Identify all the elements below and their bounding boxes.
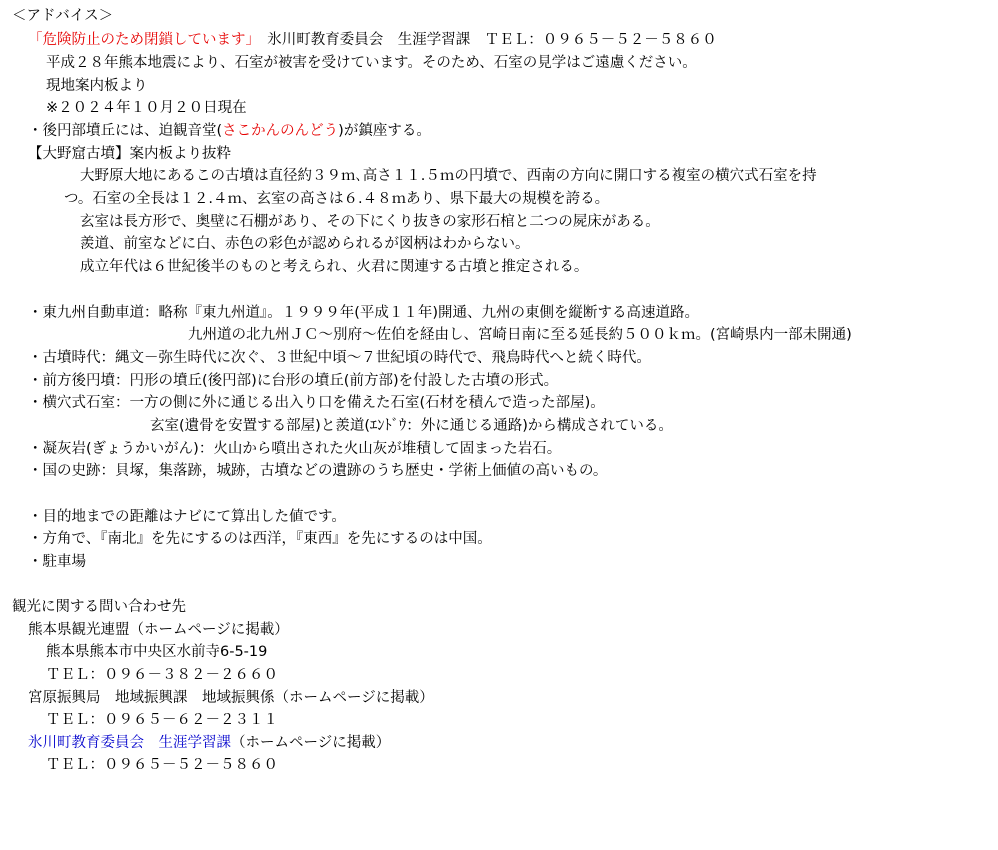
advice-heading: ＜アドバイス＞ [12,8,114,24]
miyahara-tel: ＴＥＬ：０９６５－６２－２３１１ [46,712,278,728]
glossary-item: ・東九州自動車道：略称『東九州道』。１９９９年(平成１１年)開通、九州の東側を縦断する高速道路。 [28,305,700,321]
hikawa-link[interactable]: 氷川町教育委員会 生涯学習課 [28,735,231,751]
glossary-item: ・前方後円墳：円形の墳丘(後円部)に台形の墳丘(前方部)を付設した古墳の形式。 [28,373,559,389]
closure-notice-line [28,30,717,50]
closure-notice: 「危険防止のため閉鎖しています」 [28,32,253,48]
kofun-line: 羨道、前室などに白、赤色の彩色が認められるが図柄はわからない。 [80,236,530,252]
contacts-heading: 観光に関する問い合わせ先 [12,599,186,615]
kofun-title: 【大野窟古墳】案内板より抜粋 [28,146,231,162]
hikawa-tel: ＴＥＬ：０９６５－５２－５８６０ [46,757,278,773]
kannon-line [28,121,431,141]
note-item: ・方角で、『南北』を先にするのは西洋，『東西』を先にするのは中国。 [28,531,492,547]
kannon-suffix: )が鎮座する。 [338,123,431,139]
tourism-address: 熊本県熊本市中央区水前寺6-5-19 [46,644,268,660]
glossary-item-continued: 九州道の北九州ＪＣ～別府～佐伯を経由し、宮崎日南に至る延長約５００ｋｍ。(宮崎県内一部未開通) [188,327,852,343]
glossary-item: ・国の史跡：貝塚，集落跡，城跡，古墳などの遺跡のうち歴史・学術上価値の高いもの。 [28,463,608,479]
kofun-line: 玄室は長方形で、奥壁に石棚があり、その下にくり抜きの家形石棺と二つの屍床がある。 [80,214,660,230]
kannon-reading: さこかんのんどう [222,123,339,139]
as-of-date: ※２０２４年１０月２０日現在 [46,100,247,116]
source-note: 現地案内板より [46,78,148,94]
kannon-prefix: ・後円部墳丘には、迫観音堂( [28,123,223,139]
glossary-item-continued: 玄室(遺骨を安置する部屋)と羨道(ｴﾝﾄﾞｳ：外に通じる通路)から構成されている。 [150,418,673,434]
tourism-federation: 熊本県観光連盟（ホームページに掲載） [28,622,289,638]
glossary-item: ・凝灰岩(ぎょうかいがん)：火山から噴出された火山灰が堆積して固まった岩石。 [28,441,562,457]
closure-reason: 平成２８年熊本地震により、石室が被害を受けています。そのため、石室の見学はご遠慮ください。 [46,55,697,71]
kofun-line: 成立年代は６世紀後半のものと考えられ、火君に関連する古墳と推定される。 [80,259,589,275]
note-item: ・目的地までの距離はナビにて算出した値です。 [28,509,346,525]
kofun-line: つ。石室の全長は１２.４ｍ、玄室の高さは６.４８ｍあり、県下最大の規模を誇る。 [64,191,610,207]
parking-note: ・駐車場 [28,554,86,570]
glossary-item: ・古墳時代：縄文－弥生時代に次ぐ、３世紀中頃～７世紀頃の時代で、飛鳥時代へと続く時代。 [28,350,651,366]
hikawa-note: （ホームページに掲載） [231,735,391,751]
glossary-item: ・横穴式石室：一方の側に外に通じる出入り口を備えた石室(石材を積んで造った部屋)。 [28,395,605,411]
kofun-line: 大野原大地にあるこの古墳は直径約３９ｍ､高さ１１.５ｍの円墳で、西南の方向に開口する複室の横穴式石室を持 [80,168,817,184]
tourism-tel: ＴＥＬ：０９６－３８２－２６６０ [46,667,278,683]
miyahara-office: 宮原振興局 地域振興課 地域振興係（ホームページに掲載） [28,690,434,706]
hikawa-contact-line [28,733,390,753]
closure-contact: 氷川町教育委員会 生涯学習課 ＴＥＬ：０９６５－５２－５８６０ [252,32,717,48]
